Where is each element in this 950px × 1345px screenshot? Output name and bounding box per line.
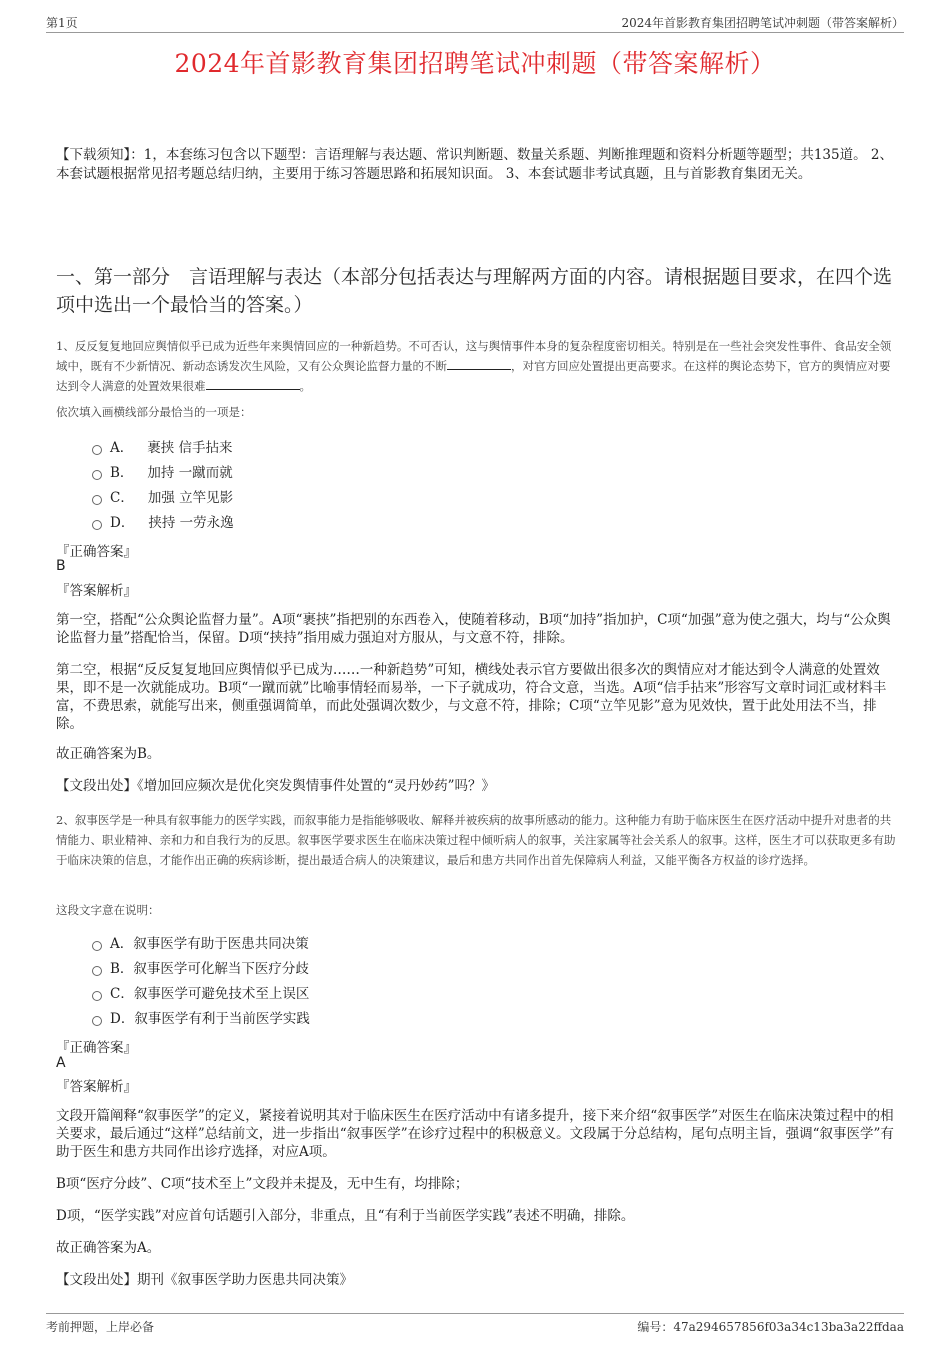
correct-answer: A bbox=[56, 1055, 66, 1071]
source-citation: 【文段出处】《增加回应频次是优化突发舆情事件处置的“灵丹妙药”吗？》 bbox=[56, 778, 496, 794]
question-2-options bbox=[92, 932, 310, 1032]
section-heading: 一、第一部分 言语理解与表达（本部分包括表达与理解两方面的内容。请根据题目要求，在四个选项中选出一个最恰当的答案。） bbox=[56, 266, 893, 316]
question-1-options bbox=[92, 436, 234, 536]
question-1-text: 1、反反复复地回应舆情似乎已成为近些年来舆情回应的一种新趋势。不可否认，这与舆情事件本身的复杂程度密切相关。特别是在一些社会突发性事件、食品安全领域中，既有不少新情况、新动态诱发次生风险，又有公众舆论监督力量的不断 ，对官方回应处置提出更高要求。在这样的舆论态势下，官方的舆情应对要达到令人满意的处置效果很难 。 bbox=[56, 339, 892, 393]
page-footer bbox=[46, 1313, 904, 1336]
analysis-conclusion: 故正确答案为B。 bbox=[56, 746, 161, 762]
page-header bbox=[46, 12, 904, 33]
correct-answer-label: 『正确答案』 bbox=[56, 1040, 137, 1056]
correct-answer-label: 『正确答案』 bbox=[56, 544, 137, 560]
radio-icon[interactable] bbox=[92, 941, 102, 951]
radio-icon[interactable] bbox=[92, 495, 102, 505]
question-2-text: 2、叙事医学是一种具有叙事能力的医学实践，而叙事能力是指能够吸收、解释并被疾病的故事所感动的能力。这种能力有助于临床医生在医疗活动中提升对患者的共情能力、职业精神、亲和力和自我行为的反思。叙事医学要求医生在临床决策过程中倾听病人的叙事，关注家属等社会关系人的叙事。这样，医生才可以获取更多有助于临床决策的信息，才能作出正确的疾病诊断，提出最适合病人的决策建议，最后和患方共同作出首先保障病人利益，又能平衡各方权益的诊疗选择。 bbox=[56, 813, 896, 867]
radio-icon[interactable] bbox=[92, 470, 102, 480]
fill-blank-2 bbox=[206, 377, 300, 390]
option-c[interactable]: C． 加强 立竿见影 bbox=[92, 486, 234, 511]
header-doc-title: 2024年首影教育集团招聘笔试冲刺题（带答案解析） bbox=[621, 16, 904, 30]
page-number: 第1页 bbox=[46, 16, 78, 30]
option-d[interactable]: D．叙事医学有利于当前医学实践 bbox=[92, 1007, 310, 1032]
analysis-paragraph: 第二空，根据“反反复复地回应舆情似乎已成为……一种新趋势”可知，横线处表示官方要做出很多次的舆情应对才能达到令人满意的处置效果，即不是一次就能成功。B项“一蹴而就”比喻事情轻而易举，一下子就成功，符合文意，当选。A项“信手拈来”形容写文章时词汇或材料丰富，不费思索，就能写出来，侧重强调简单，而此处强调次数少，与文意不符，排除；C项“立竿见影”意为见效快，置于此处用法不当，排除。 bbox=[56, 662, 887, 732]
analysis-paragraph: 文段开篇阐释“叙事医学”的定义，紧接着说明其对于临床医生在医疗活动中有诸多提升，接下来介绍“叙事医学”对医生在临床决策过程中的相关要求，最后通过“这样”总结前文，进一步指出“叙事医学”在诊疗过程中的积极意义。文段属于分总结构，尾句点明主旨，强调“叙事医学”有助于医生和患方共同作出诊疗选择，对应A项。 bbox=[56, 1108, 894, 1160]
question-2-prompt: 这段文字意在说明： bbox=[56, 903, 160, 917]
correct-answer: B bbox=[56, 558, 66, 574]
option-a[interactable]: A．叙事医学有助于医患共同决策 bbox=[92, 932, 310, 957]
page-title: 2024年首影教育集团招聘笔试冲刺题（带答案解析） bbox=[174, 49, 776, 78]
option-a[interactable]: A． 裹挟 信手拈来 bbox=[92, 436, 234, 461]
analysis-label: 『答案解析』 bbox=[56, 583, 137, 599]
source-citation: 【文段出处】期刊《叙事医学助力医患共同决策》 bbox=[56, 1272, 353, 1288]
option-d[interactable]: D． 挟持 一劳永逸 bbox=[92, 511, 234, 536]
option-b[interactable]: B．叙事医学可化解当下医疗分歧 bbox=[92, 957, 310, 982]
option-c[interactable]: C．叙事医学可避免技术至上误区 bbox=[92, 982, 310, 1007]
radio-icon[interactable] bbox=[92, 445, 102, 455]
option-b[interactable]: B． 加持 一蹴而就 bbox=[92, 461, 234, 486]
radio-icon[interactable] bbox=[92, 966, 102, 976]
analysis-paragraph: D项，“医学实践”对应首句话题引入部分，非重点，且“有利于当前医学实践”表述不明确，排除。 bbox=[56, 1208, 635, 1224]
analysis-conclusion: 故正确答案为A。 bbox=[56, 1240, 161, 1256]
footer-slogan: 考前押题，上岸必备 bbox=[46, 1320, 155, 1334]
question-1-prompt: 依次填入画横线部分最恰当的一项是： bbox=[56, 405, 252, 419]
fill-blank-1 bbox=[447, 357, 511, 370]
analysis-paragraph: 第一空，搭配“公众舆论监督力量”。A项“裹挟”指把别的东西卷入，使随着移动，B项“加持”指加护，C项“加强”意为使之强大，均与“公众舆论监督力量”搭配恰当，保留。D项“挟持”指用威力强迫对方服从，与文意不符，排除。 bbox=[56, 612, 891, 646]
analysis-label: 『答案解析』 bbox=[56, 1079, 137, 1095]
radio-icon[interactable] bbox=[92, 520, 102, 530]
footer-serial: 编号：47a294657856f03a34c13ba3a22ffdaa bbox=[637, 1320, 904, 1334]
download-notice: 【下载须知】：1，本套练习包含以下题型：言语理解与表达题、常识判断题、数量关系题、判断推理题和资料分析题等题型；共135道。 2、本套试题根据常见招考题总结归纳，主要用于练习答题思路和拓展知识面。 3、本套试题非考试真题，且与首影教育集团无关。 bbox=[56, 147, 893, 182]
radio-icon[interactable] bbox=[92, 991, 102, 1001]
analysis-paragraph: B项“医疗分歧”、C项“技术至上”文段并未提及，无中生有，均排除； bbox=[56, 1176, 469, 1192]
radio-icon[interactable] bbox=[92, 1016, 102, 1026]
